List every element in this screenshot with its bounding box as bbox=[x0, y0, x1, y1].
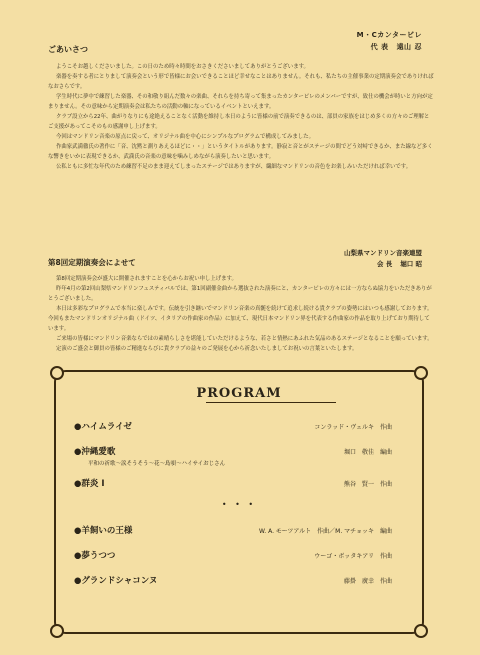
program-item-title: ●ハイムライゼ bbox=[74, 422, 132, 432]
program-item-subtitle: 平和の祈歌～涙そうそう～花～島唄～ハイサイおじさん bbox=[88, 461, 226, 467]
header-organization: M・Cカンタービレ bbox=[356, 31, 422, 39]
program-item-title: ●羊飼いの王様 bbox=[74, 526, 133, 536]
section2-paragraph: 本日は多彩なプログラムで本当に楽しみです。伝統を引き継いでマンドリン音楽の真髄を続けて追求し続ける貴クラブの姿勢にはいつも感謝しております。今回もまたマンドリンオリジナル曲（ドイツ、イタリアの作曲家の作品）に加えて、現代日本マンドリン界を代表する作曲家の作品を取り上げており期待しています。 bbox=[48, 306, 433, 332]
frame-corner-ornament bbox=[50, 624, 64, 638]
greeting-title: ごあいさつ bbox=[48, 45, 88, 54]
section2-paragraph: 昨年4月の第2回山梨県マンドリンフェスティバルでは、第1回副催金曲から選抜された演奏にと、カンタービレの方々には一方ならぬ協力をいただきありがとうございました。 bbox=[48, 286, 432, 302]
program-separator: • • • bbox=[221, 500, 257, 509]
greeting-body bbox=[48, 62, 434, 172]
section2-rep-name: 堀口 昭 bbox=[400, 260, 422, 268]
greeting-paragraph: ようこそお越しくださいました。この日のため時々時間をおさきくださいましてありがとうございます。 bbox=[56, 64, 309, 70]
greeting-paragraph: 楽器を奏する者にとりまして演奏会という形で皆様にお会いできることほど幸せなことはありません。それも、私たちの主催事業の定期演奏会でありければなおさらです。 bbox=[48, 74, 434, 90]
program-item-credit: コンラッド・ヴェルキ 作曲 bbox=[314, 424, 392, 431]
program-item-credit: 堀口 敬佳 編曲 bbox=[343, 449, 392, 456]
section2-paragraph: 定演のご盛会と御員の皆様のご精進ならびに貴クラブの益々のご発展を心から祈念いたしましてお祝いの言葉といたします。 bbox=[56, 346, 358, 352]
section2-paragraph: ご来場の皆様にマンドリン音楽ならではの素晴らしさを堪能していただけるような、若さと情熱にあふれた気品のあるステージとなることを願っています。 bbox=[56, 336, 433, 342]
header-representative bbox=[363, 42, 422, 52]
program-item-credit: 熊谷 賢一 作曲 bbox=[343, 481, 392, 488]
program-item-title: ●グランドシャコンヌ bbox=[74, 576, 158, 586]
section2-body bbox=[48, 274, 434, 354]
section2-paragraph: 第8回定期演奏会が盛大に開催されますことを心からお祝い申し上げます。 bbox=[56, 276, 237, 282]
section2-representative bbox=[369, 259, 422, 268]
program-item-title: ●夢うつつ bbox=[74, 551, 116, 561]
greeting-paragraph: 学生時代に夢中で練習した楽器、その和敬り組んだ数々の楽曲、それらを持ち寄って集まったカンタービレのメンバーですが、致仕の機会が時いと方向が定まりません。その意味から定期演奏会は私たちの活動の軸になっているイベントといえます。 bbox=[48, 94, 433, 110]
greeting-paragraph: 作曲家武満徹氏の著作に「音、沈黙と測りあえるほどに・・」というタイトルがあります。静寂と音とがステージの間でどう対峙できるか、また線など多くな響きをいかに表現できるか、武満氏の音楽の意味を噛みしめながら演奏したいと思います。 bbox=[48, 144, 433, 160]
frame-corner-ornament bbox=[414, 366, 428, 380]
program-item-credit: 藤掛 廣幸 作曲 bbox=[343, 578, 392, 585]
greeting-paragraph: 今回はマンドリン音楽の原点に戻って、オリジナル曲を中心にシンプルなプログラムで構成してみました。 bbox=[56, 134, 314, 140]
program-item-title: ●沖縄愛歌 bbox=[74, 447, 116, 457]
greeting-paragraph: クラブ設立から22年、曲がりなりにも途絶えることなく活動を維持し本日のように皆様の前で演奏できるのは、部員の家族をはじめ多くの方々のご理解とご支援があってこそのもの感謝申し上げます。 bbox=[48, 114, 430, 130]
section2-title: 第8回定期演奏会によせて bbox=[48, 258, 136, 267]
section2-rep-role: 会 長 bbox=[376, 260, 393, 268]
program-item-title: ●群炎 I bbox=[74, 479, 105, 489]
header-rep-name: 遠山 忍 bbox=[396, 43, 422, 51]
program-item-credit: ウーゴ・ボッタキアリ 作曲 bbox=[314, 553, 392, 560]
program-frame bbox=[54, 370, 424, 634]
program-item-credit: W. A. モーツアルト 作曲／M. マチョッキ 編曲 bbox=[259, 528, 392, 535]
greeting-paragraph: 公私ともに多忙な年代のため練習不足のまま迎えてしまったステージではありますが、繊細なマンドリンの音色をお楽しみいただければ幸いです。 bbox=[56, 164, 412, 170]
program-title-underline bbox=[206, 402, 336, 403]
header-rep-role: 代 表 bbox=[370, 43, 389, 51]
program-title: PROGRAM bbox=[196, 386, 282, 401]
section2-organization: 山梨県マンドリン音楽連盟 bbox=[344, 249, 422, 257]
